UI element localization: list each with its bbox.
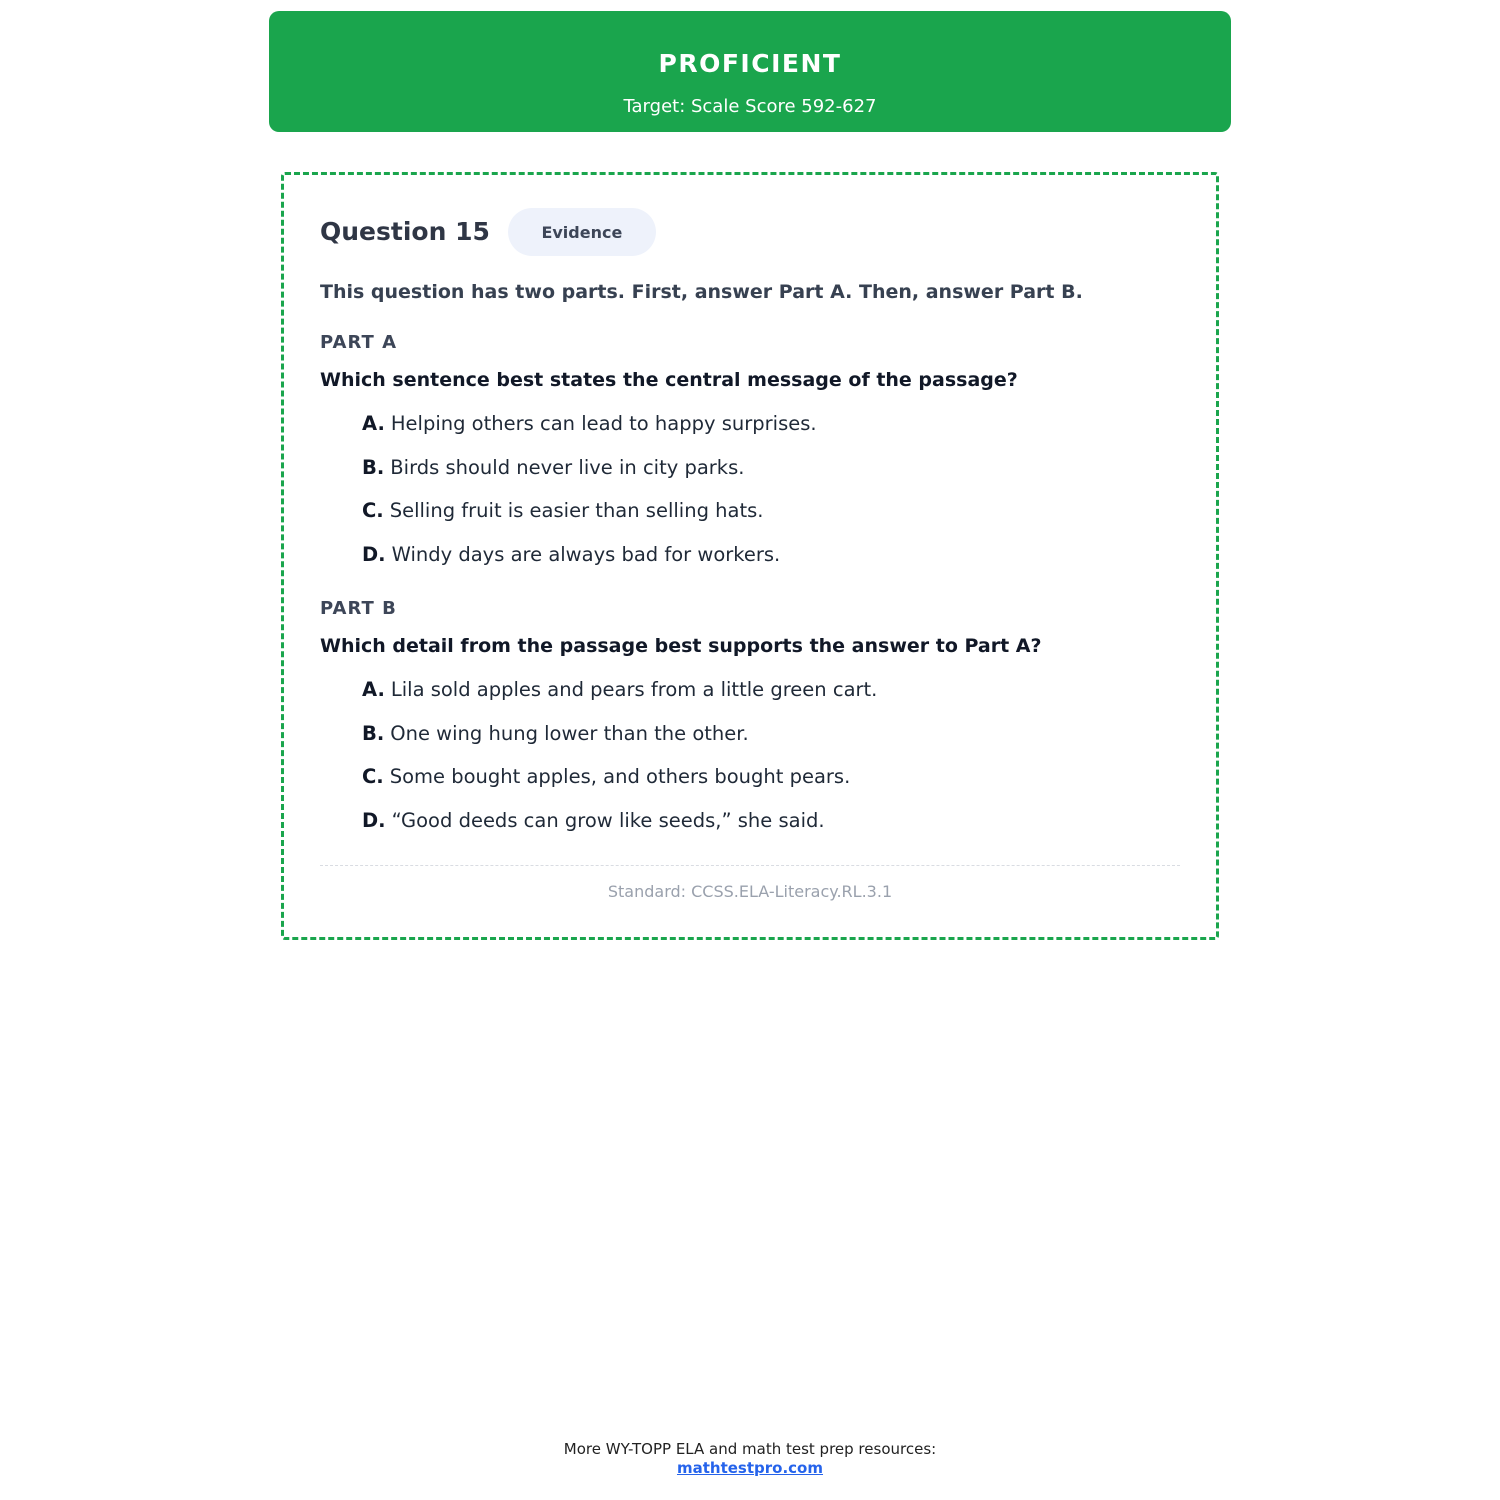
choice-text: Some bought apples, and others bought pears. (389, 765, 851, 789)
part-a-choice-a[interactable] (362, 411, 817, 455)
choice-letter: A. (362, 678, 385, 701)
choice-text: Birds should never live in city parks. (390, 455, 745, 479)
part-a-label: PART A (320, 332, 397, 353)
banner-title: PROFICIENT (658, 49, 842, 78)
question-type-badge: Evidence (508, 208, 656, 256)
part-b-label: PART B (320, 598, 397, 619)
footer-divider (320, 865, 1180, 866)
question-intro: This question has two parts. First, answer Part A. Then, answer Part B. (320, 281, 1083, 303)
choice-text: “Good deeds can grow like seeds,” she said. (391, 809, 825, 833)
choice-letter: C. (362, 765, 384, 789)
part-a-choices (362, 411, 817, 586)
banner-subtitle: Target: Scale Score 592-627 (623, 96, 877, 117)
choice-text: Windy days are always bad for workers. (391, 543, 781, 567)
part-b-choice-b[interactable] (362, 721, 877, 765)
page-footer (0, 1440, 1500, 1478)
choice-text: Lila sold apples and pears from a little green cart. (390, 678, 878, 701)
part-a-prompt: Which sentence best states the central message of the passage? (320, 369, 1018, 391)
resource-link[interactable]: mathtestpro.com (676, 1459, 823, 1477)
part-b-choice-d[interactable] (362, 808, 877, 852)
part-a-choice-c[interactable] (362, 498, 817, 542)
choice-text: Selling fruit is easier than selling hats. (389, 499, 764, 523)
part-b-choice-c[interactable] (362, 764, 877, 808)
question-card (281, 172, 1219, 940)
part-b-choices (362, 677, 877, 852)
part-b-prompt: Which detail from the passage best supports the answer to Part A? (320, 635, 1042, 657)
choice-letter: A. (362, 412, 385, 435)
choice-letter: B. (362, 721, 385, 745)
choice-letter: D. (362, 543, 386, 567)
level-banner (269, 11, 1231, 132)
part-a-choice-b[interactable] (362, 455, 817, 499)
choice-letter: B. (362, 455, 385, 479)
footer-text: More WY-TOPP ELA and math test prep resources: (563, 1440, 937, 1458)
part-b-choice-a[interactable] (362, 677, 877, 721)
question-header (320, 207, 656, 257)
choice-letter: C. (362, 499, 384, 523)
choice-text: Helping others can lead to happy surprises. (390, 412, 817, 435)
question-title: Question 15 (320, 217, 490, 246)
choice-letter: D. (362, 809, 386, 833)
choice-text: One wing hung lower than the other. (390, 721, 749, 745)
standard-label: Standard: CCSS.ELA-Literacy.RL.3.1 (607, 882, 893, 901)
part-a-choice-d[interactable] (362, 542, 817, 586)
